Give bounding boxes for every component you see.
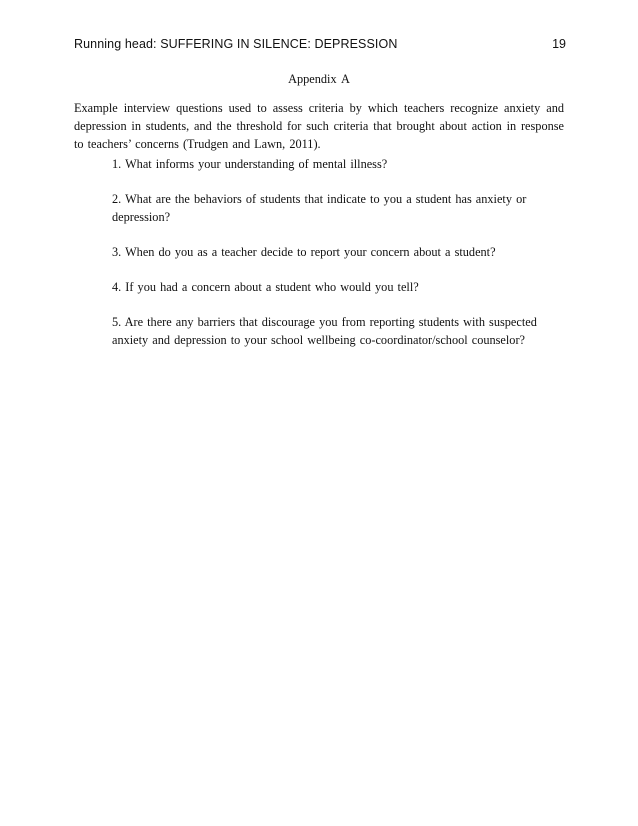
intro-paragraph: Example interview questions used to assess criteria by which teachers recognize anxiety and depression in students, and the threshold for such criteria that brought about action in response to teachers’ concerns (Trudgen and Lawn, 2011).: [74, 101, 564, 151]
appendix-title: Appendix A: [288, 72, 350, 86]
question-item: 2. What are the behaviors of students that indicate to you a student has anxiety or depression?: [112, 192, 527, 224]
question-item: 3. When do you as a teacher decide to report your concern about a student?: [112, 245, 496, 259]
running-head: Running head: SUFFERING IN SILENCE: DEPRESSION: [74, 37, 398, 51]
question-item: 5. Are there any barriers that discourage you from reporting students with suspected anxiety and depression to your school wellbeing co-coordinator/school counselor?: [112, 315, 537, 347]
question-item: 4. If you had a concern about a student who would you tell?: [112, 280, 419, 294]
question-item: 1. What informs your understanding of mental illness?: [112, 157, 388, 171]
question-list: [112, 155, 552, 366]
page-number: 19: [552, 37, 566, 51]
